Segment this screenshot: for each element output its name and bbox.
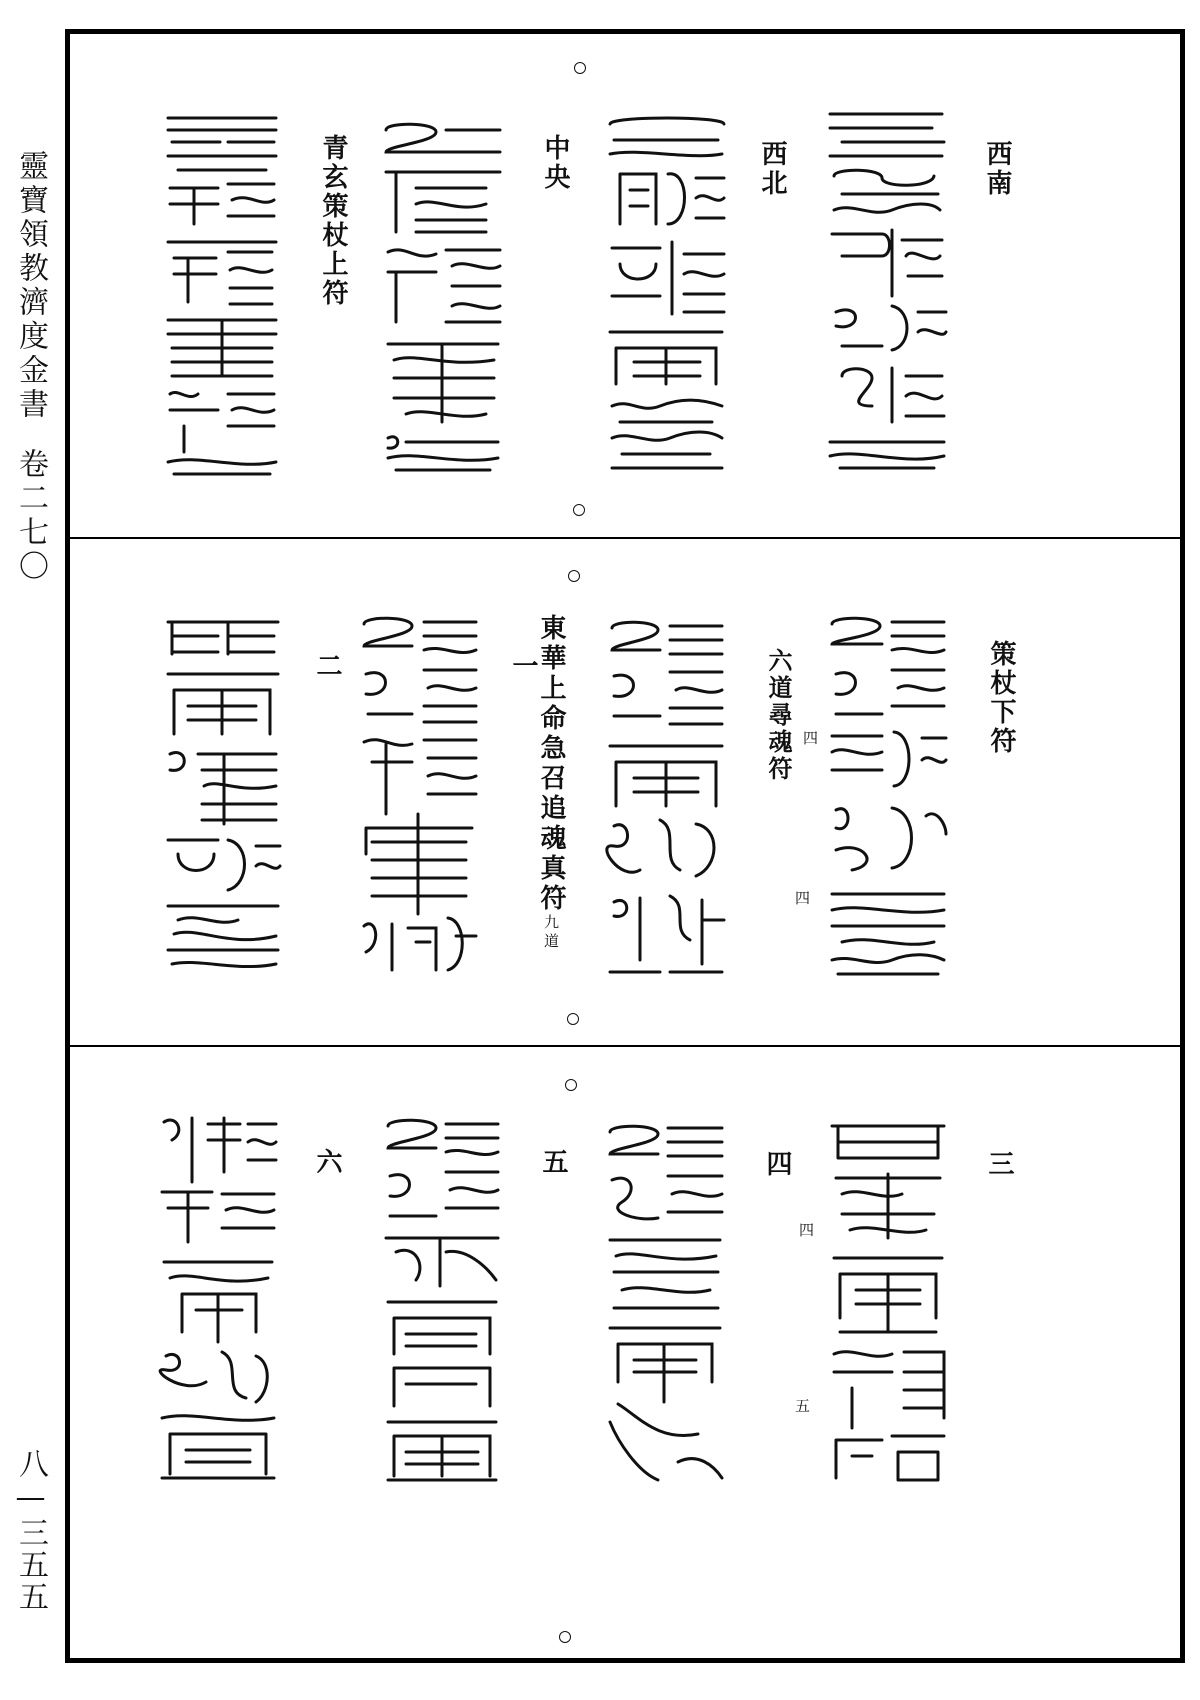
small-mark: 五 <box>793 1398 811 1413</box>
binding-hole-mark <box>568 570 580 582</box>
label-center: 中央 <box>540 134 570 192</box>
talisman-count: 九道 <box>542 914 560 952</box>
label-number-six: 六 <box>312 1148 342 1177</box>
talisman-seal-six-paths <box>600 620 732 980</box>
page-number: 八—三五五 <box>13 1448 48 1613</box>
small-mark: 四 <box>793 890 811 905</box>
talisman-seal-northwest <box>600 114 732 472</box>
talisman-seal-five <box>376 1116 508 1486</box>
binding-hole-mark <box>574 62 586 74</box>
small-mark: 四 <box>797 1222 815 1237</box>
label-green-staff-upper: 青玄策杖上符 <box>318 134 348 308</box>
talisman-seal-four <box>598 1122 732 1484</box>
label-staff-lower: 策杖下符 <box>986 640 1016 756</box>
talisman-seal-two <box>158 614 288 978</box>
label-number-four: 四 <box>762 1150 792 1179</box>
talisman-seal-one <box>352 614 486 980</box>
label-northwest: 西北 <box>757 140 787 198</box>
binding-hole-mark <box>565 1079 577 1091</box>
panel-divider <box>70 1045 1180 1047</box>
panel-divider <box>70 537 1180 539</box>
label-southwest: 西南 <box>982 140 1012 198</box>
label-six-paths: 六道尋魂符 <box>764 648 793 783</box>
talisman-seal-southwest <box>822 106 952 472</box>
binding-hole-mark <box>573 504 585 516</box>
talisman-seal-center <box>376 122 510 474</box>
talisman-seal-green-staff-upper <box>158 112 286 478</box>
label-number-five: 五 <box>538 1148 568 1177</box>
talisman-seal-staff-lower <box>822 614 954 980</box>
book-title-margin <box>10 150 50 584</box>
talisman-seal-six <box>152 1112 284 1484</box>
binding-hole-mark <box>559 1631 571 1643</box>
east-summons-title: 東華上命急召追魂真符 <box>536 614 566 914</box>
talisman-seal-three <box>822 1118 954 1488</box>
volume-number: 卷二七〇 <box>13 448 48 584</box>
label-number-three: 三 <box>984 1150 1014 1179</box>
small-mark: 四 <box>801 730 819 745</box>
book-title: 靈寶領教濟度金書 <box>13 150 48 422</box>
label-east-summons <box>536 614 566 952</box>
label-number-two: 二 <box>312 652 342 681</box>
label-number-one: 一 <box>508 652 538 681</box>
binding-hole-mark <box>567 1013 579 1025</box>
